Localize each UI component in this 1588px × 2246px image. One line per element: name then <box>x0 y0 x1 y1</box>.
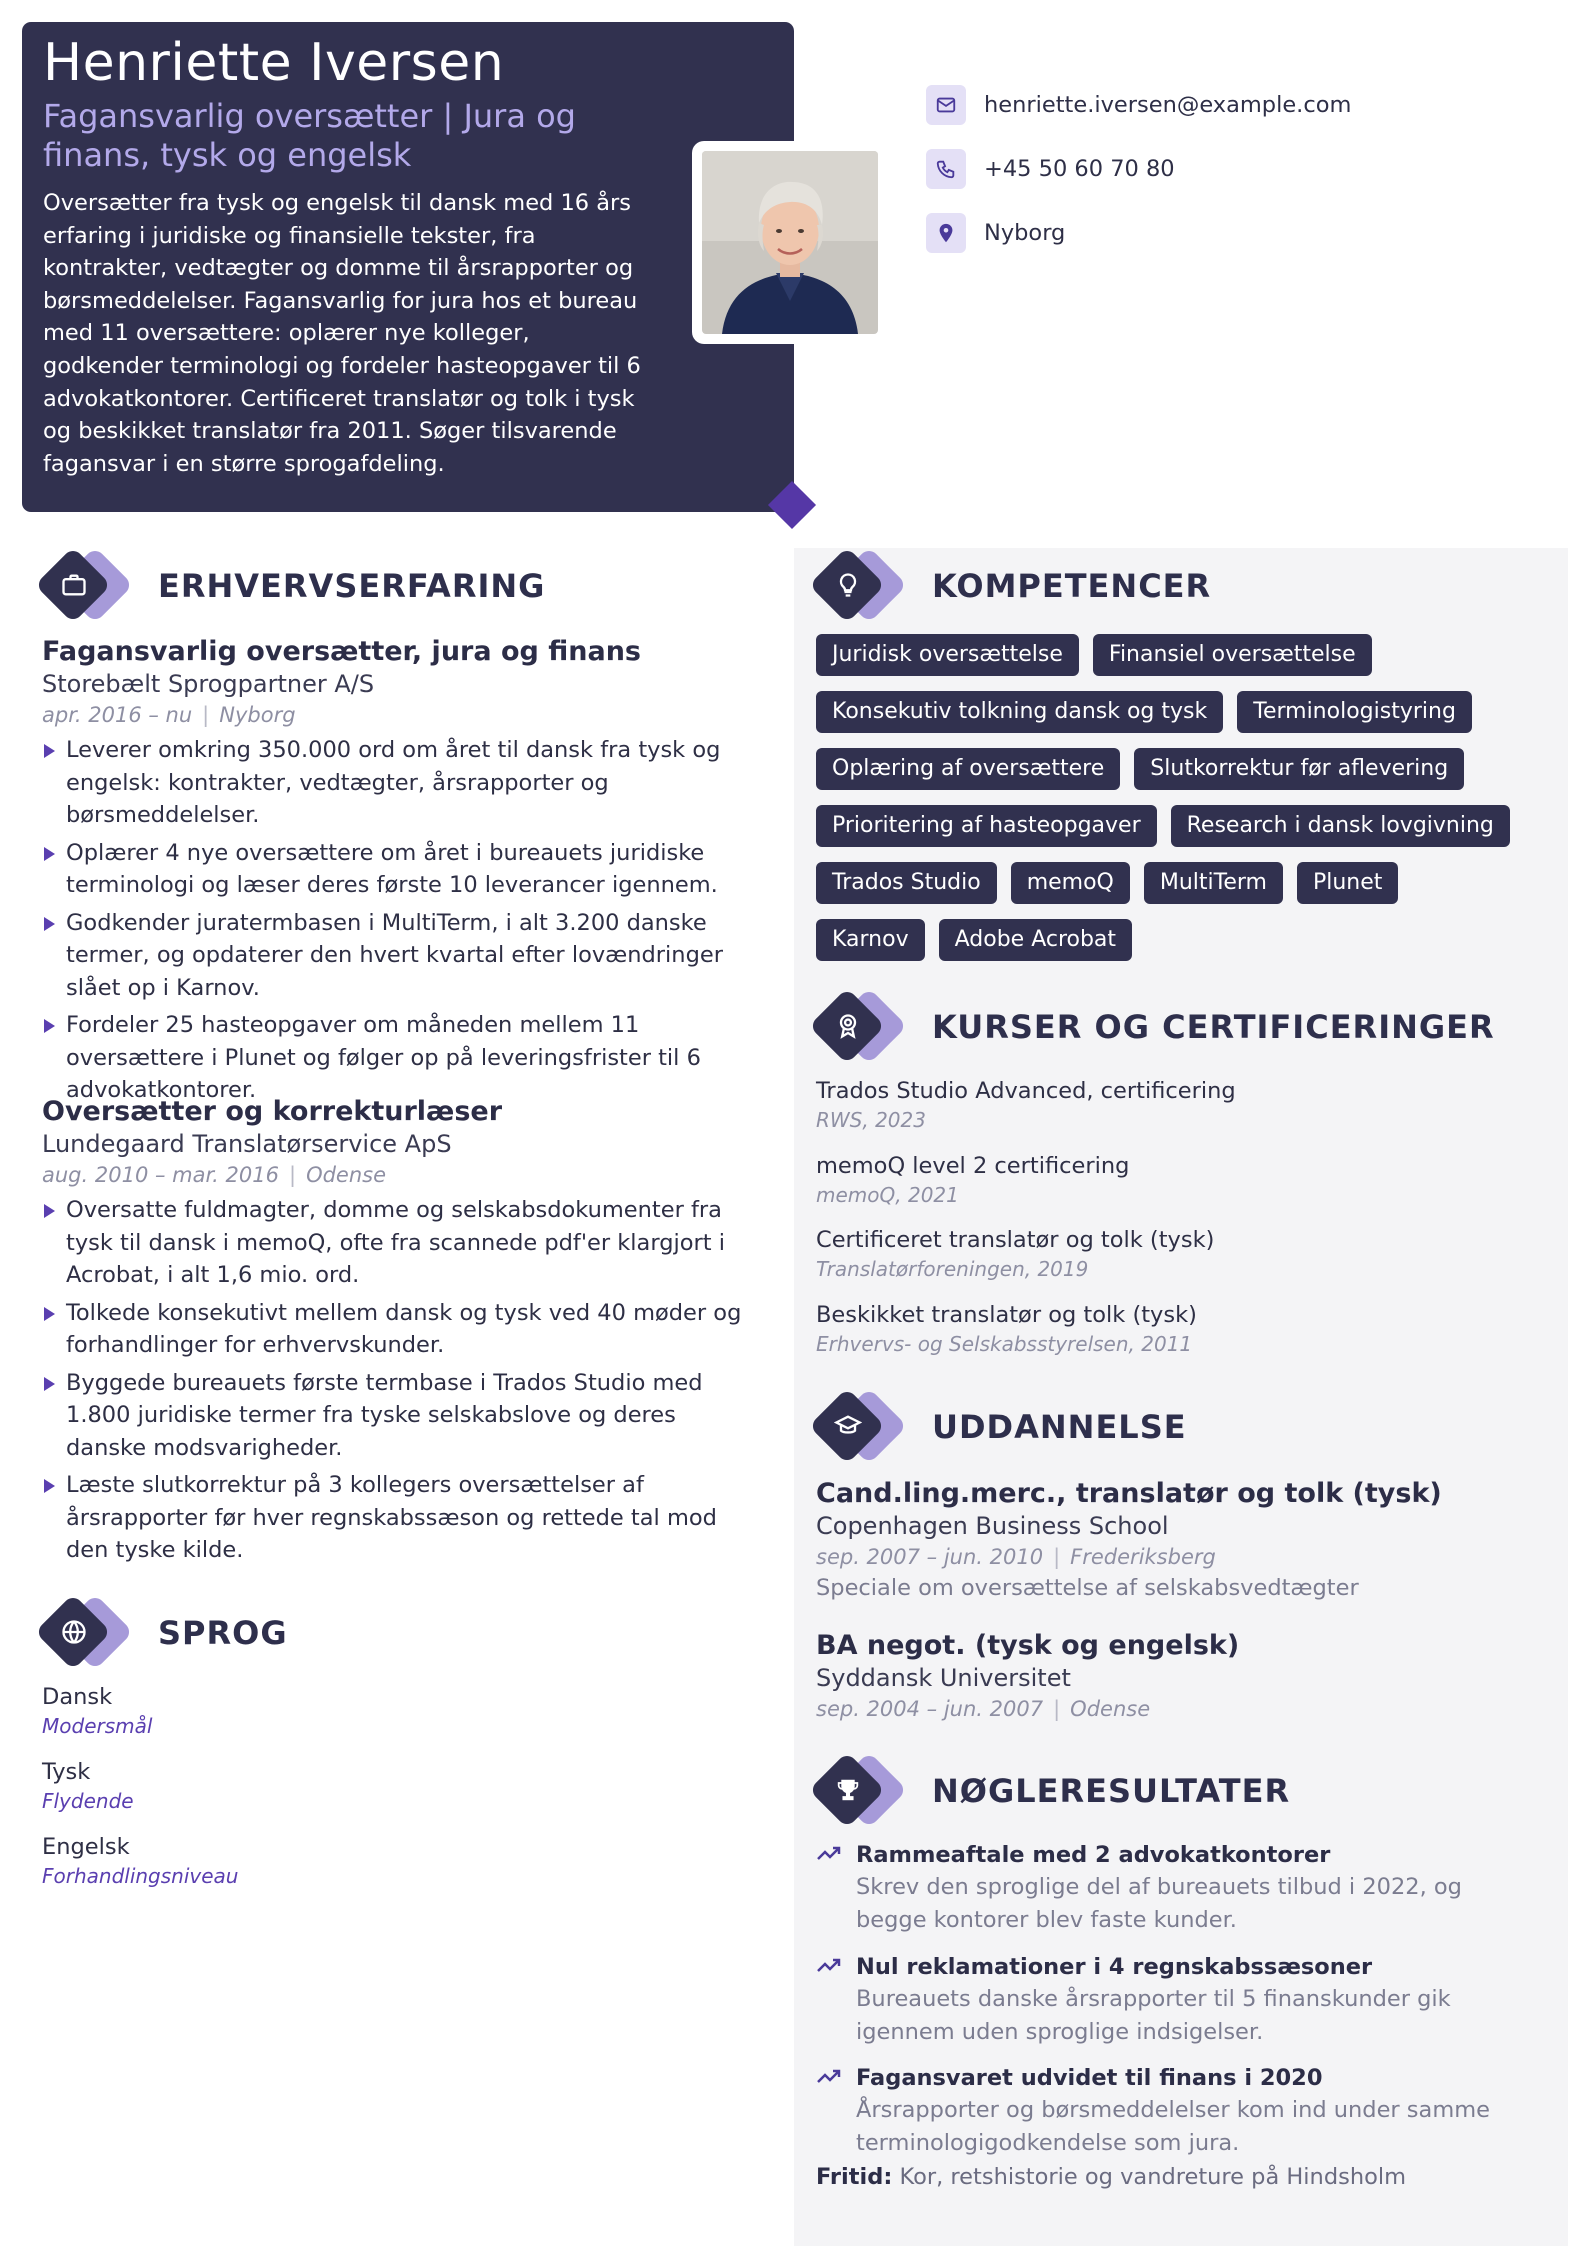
section-badge <box>814 1755 906 1827</box>
education-place: Odense <box>1070 1697 1151 1721</box>
section-title: NØGLERESULTATER <box>932 1772 1291 1810</box>
result-description: Skrev den sproglige del af bureauets tilbud i 2022, og begge kontorer blev faste kunder. <box>856 1874 1462 1933</box>
education-item <box>816 1629 1516 1725</box>
candidate-title: Fagansvarlig oversætter | Jura og finans, tysk og engelsk <box>43 97 576 174</box>
certification-item <box>816 1300 1197 1358</box>
skill-chip: Prioritering af hasteopgaver <box>816 805 1157 847</box>
education-place: Frederiksberg <box>1070 1545 1216 1569</box>
job-dates: aug. 2010 – mar. 2016 <box>42 1163 279 1187</box>
briefcase-icon <box>60 571 88 599</box>
skill-chip: Adobe Acrobat <box>939 919 1132 961</box>
experience-heading <box>40 550 545 622</box>
result-title: Nul reklamationer i 4 regnskabssæsoner <box>856 1954 1373 1980</box>
certification-name: Beskikket translatør og tolk (tysk) <box>816 1302 1197 1328</box>
section-title: KOMPETENCER <box>932 567 1212 605</box>
education-degree: Cand.ling.merc., translatør og tolk (tysk) <box>816 1478 1442 1509</box>
hobby-text: Kor, retshistorie og vandreture på Hindsholm <box>899 2164 1407 2190</box>
certification-issuer: RWS, 2023 <box>816 1108 926 1132</box>
section-badge <box>814 1391 906 1463</box>
skill-chip: MultiTerm <box>1144 862 1283 904</box>
skill-chip: Terminologistyring <box>1237 691 1472 733</box>
education-item <box>816 1477 1516 1604</box>
job-entry <box>42 635 762 1112</box>
certification-item <box>816 1225 1214 1283</box>
job-bullet: Leverer omkring 350.000 ord om året til dansk fra tysk og engelsk: kontrakter, vedtægter, årsrapporter og børsmeddelelser. <box>42 734 762 832</box>
trending-up-icon <box>816 1955 842 1975</box>
skill-chip: Karnov <box>816 919 925 961</box>
certification-issuer: Erhvervs- og Selskabsstyrelsen, 2011 <box>816 1332 1193 1356</box>
skills-heading <box>814 550 1211 622</box>
trophy-icon <box>834 1776 862 1804</box>
location-text: Nyborg <box>984 220 1066 246</box>
job-place: Nyborg <box>219 703 296 727</box>
result-description: Bureauets danske årsrapporter til 5 finanskunder gik igennem uden sproglige indsigelser. <box>856 1986 1451 2045</box>
skill-chip: Juridisk oversættelse <box>816 634 1079 676</box>
skill-chip: Finansiel oversættelse <box>1093 634 1372 676</box>
education-meta: sep. 2004 – jun. 2007 | Odense <box>816 1697 1151 1721</box>
result-title: Rammeaftale med 2 advokatkontorer <box>856 1842 1331 1868</box>
language-name: Dansk <box>42 1684 113 1710</box>
trending-up-icon <box>816 1843 842 1863</box>
result-title: Fagansvaret udvidet til finans i 2020 <box>856 2065 1323 2091</box>
job-bullet: Oversatte fuldmagter, domme og selskabsdokumenter fra tysk til dansk i memoQ, ofte fra scannede pdf'er klargjort i Acrobat, i alt 1,6 mio. ord. <box>42 1194 762 1292</box>
section-badge <box>40 550 132 622</box>
skills-list <box>816 634 1516 961</box>
map-pin-icon <box>926 213 966 253</box>
job-company: Storebælt Sprogpartner A/S <box>42 670 375 698</box>
education-degree: BA negot. (tysk og engelsk) <box>816 1630 1240 1661</box>
profile-photo-frame <box>692 141 888 344</box>
section-title: ERHVERVSERFARING <box>158 567 546 605</box>
section-title: SPROG <box>158 1614 288 1652</box>
globe-icon <box>60 1618 88 1646</box>
languages-heading <box>40 1597 288 1669</box>
certifications-heading <box>814 991 1495 1063</box>
language-level: Forhandlingsniveau <box>42 1864 239 1888</box>
job-place: Odense <box>306 1163 387 1187</box>
job-bullets <box>42 1194 762 1567</box>
certification-name: memoQ level 2 certificering <box>816 1153 1130 1179</box>
phone-text: +45 50 60 70 80 <box>984 156 1175 182</box>
language-item <box>42 1757 134 1815</box>
education-school: Syddansk Universitet <box>816 1664 1071 1692</box>
job-meta: aug. 2010 – mar. 2016 | Odense <box>42 1163 387 1187</box>
skill-chip: Research i dansk lovgivning <box>1171 805 1510 847</box>
certification-issuer: Translatørforeningen, 2019 <box>816 1257 1089 1281</box>
contact-email[interactable] <box>926 85 1486 125</box>
profile-photo <box>702 151 878 334</box>
job-bullet: Byggede bureauets første termbase i Trados Studio med 1.800 juridiske termer fra tyske selskabslove og deres danske modsvarigheder. <box>42 1367 762 1465</box>
language-level: Modersmål <box>42 1714 153 1738</box>
job-dates: apr. 2016 – nu <box>42 703 193 727</box>
skill-chip: Trados Studio <box>816 862 997 904</box>
job-bullet: Fordeler 25 hasteopgaver om måneden mellem 11 oversættere i Plunet og følger op på leveringsfrister til 6 advokatkontorer. <box>42 1009 762 1107</box>
contact-location <box>926 213 1486 253</box>
profile-summary: Oversætter fra tysk og engelsk til dansk med 16 års erfaring i juridiske og finansielle tekster, fra kontrakter, vedtægter og domme til årsrapporter og børsmeddelelser. Fagansvarlig for jura hos et bureau med 11 oversættere: oplærer nye kolleger, godkender terminologi og fordeler hasteopgaver til 6 advokatkontorer. Certificeret translatør og tolk i tysk og beskikket translatør fra 2011. Søger tilsvarende fagansvar i en større sprogafdeling. <box>43 190 641 477</box>
job-role: Oversætter og korrekturlæser <box>42 1096 503 1127</box>
language-name: Engelsk <box>42 1834 130 1860</box>
candidate-name: Henriette Iversen <box>43 33 505 93</box>
education-heading <box>814 1391 1187 1463</box>
job-meta: apr. 2016 – nu | Nyborg <box>42 703 296 727</box>
job-company: Lundegaard Translatørservice ApS <box>42 1130 452 1158</box>
result-item <box>816 1839 1516 1937</box>
certification-name: Certificeret translatør og tolk (tysk) <box>816 1227 1215 1253</box>
result-description: Årsrapporter og børsmeddelelser kom ind under samme terminologigodkendelse som jura. <box>856 2097 1490 2156</box>
language-name: Tysk <box>42 1759 91 1785</box>
job-bullet: Oplærer 4 nye oversættere om året i bureauets juridiske terminologi og læser deres første 10 leverancer igennem. <box>42 837 762 902</box>
header-card <box>22 22 794 512</box>
phone-icon <box>926 149 966 189</box>
education-school: Copenhagen Business School <box>816 1512 1169 1540</box>
hobby-label: Fritid: <box>816 2164 893 2190</box>
section-badge <box>814 550 906 622</box>
certification-issuer: memoQ, 2021 <box>816 1183 959 1207</box>
job-bullet: Tolkede konsekutivt mellem dansk og tysk ved 40 møder og forhandlinger for erhvervskunder. <box>42 1297 762 1362</box>
trending-up-icon <box>816 2066 842 2086</box>
education-meta: sep. 2007 – jun. 2010 | Frederiksberg <box>816 1545 1216 1569</box>
mail-icon <box>926 85 966 125</box>
results-heading <box>814 1755 1290 1827</box>
section-badge <box>814 991 906 1063</box>
education-dates: sep. 2007 – jun. 2010 <box>816 1545 1044 1569</box>
contact-phone[interactable] <box>926 149 1486 189</box>
skill-chip: Slutkorrektur før aflevering <box>1134 748 1464 790</box>
result-item <box>816 1951 1516 2049</box>
job-bullet: Godkender juratermbasen i MultiTerm, i alt 3.200 danske termer, og opdaterer den hvert kvartal efter lovændringer slået op i Karnov. <box>42 907 762 1005</box>
skill-chip: Plunet <box>1297 862 1398 904</box>
result-item <box>816 2062 1516 2160</box>
language-item <box>42 1682 152 1740</box>
education-note: Speciale om oversættelse af selskabsvedtægter <box>816 1575 1359 1601</box>
job-entry <box>42 1095 762 1572</box>
certification-name: Trados Studio Advanced, certificering <box>816 1078 1236 1104</box>
certification-item <box>816 1076 1236 1134</box>
hobby-line <box>816 2161 1406 2193</box>
job-bullets <box>42 734 762 1107</box>
graduation-cap-icon <box>834 1412 862 1440</box>
skill-chip: Konsekutiv tolkning dansk og tysk <box>816 691 1223 733</box>
skill-chip: memoQ <box>1011 862 1130 904</box>
job-bullet: Læste slutkorrektur på 3 kollegers oversættelser af årsrapporter før hver regnskabssæson og rettede tal mod den tyske kilde. <box>42 1469 762 1567</box>
lightbulb-icon <box>834 571 862 599</box>
section-badge <box>40 1597 132 1669</box>
job-role: Fagansvarlig oversætter, jura og finans <box>42 636 641 667</box>
language-level: Flydende <box>42 1789 134 1813</box>
education-dates: sep. 2004 – jun. 2007 <box>816 1697 1044 1721</box>
section-title: UDDANNELSE <box>932 1408 1187 1446</box>
skill-chip: Oplæring af oversættere <box>816 748 1120 790</box>
award-icon <box>834 1012 862 1040</box>
email-text: henriette.iversen@example.com <box>984 92 1352 118</box>
section-title: KURSER OG CERTIFICERINGER <box>932 1008 1495 1046</box>
certification-item <box>816 1151 1129 1209</box>
language-item <box>42 1832 238 1890</box>
